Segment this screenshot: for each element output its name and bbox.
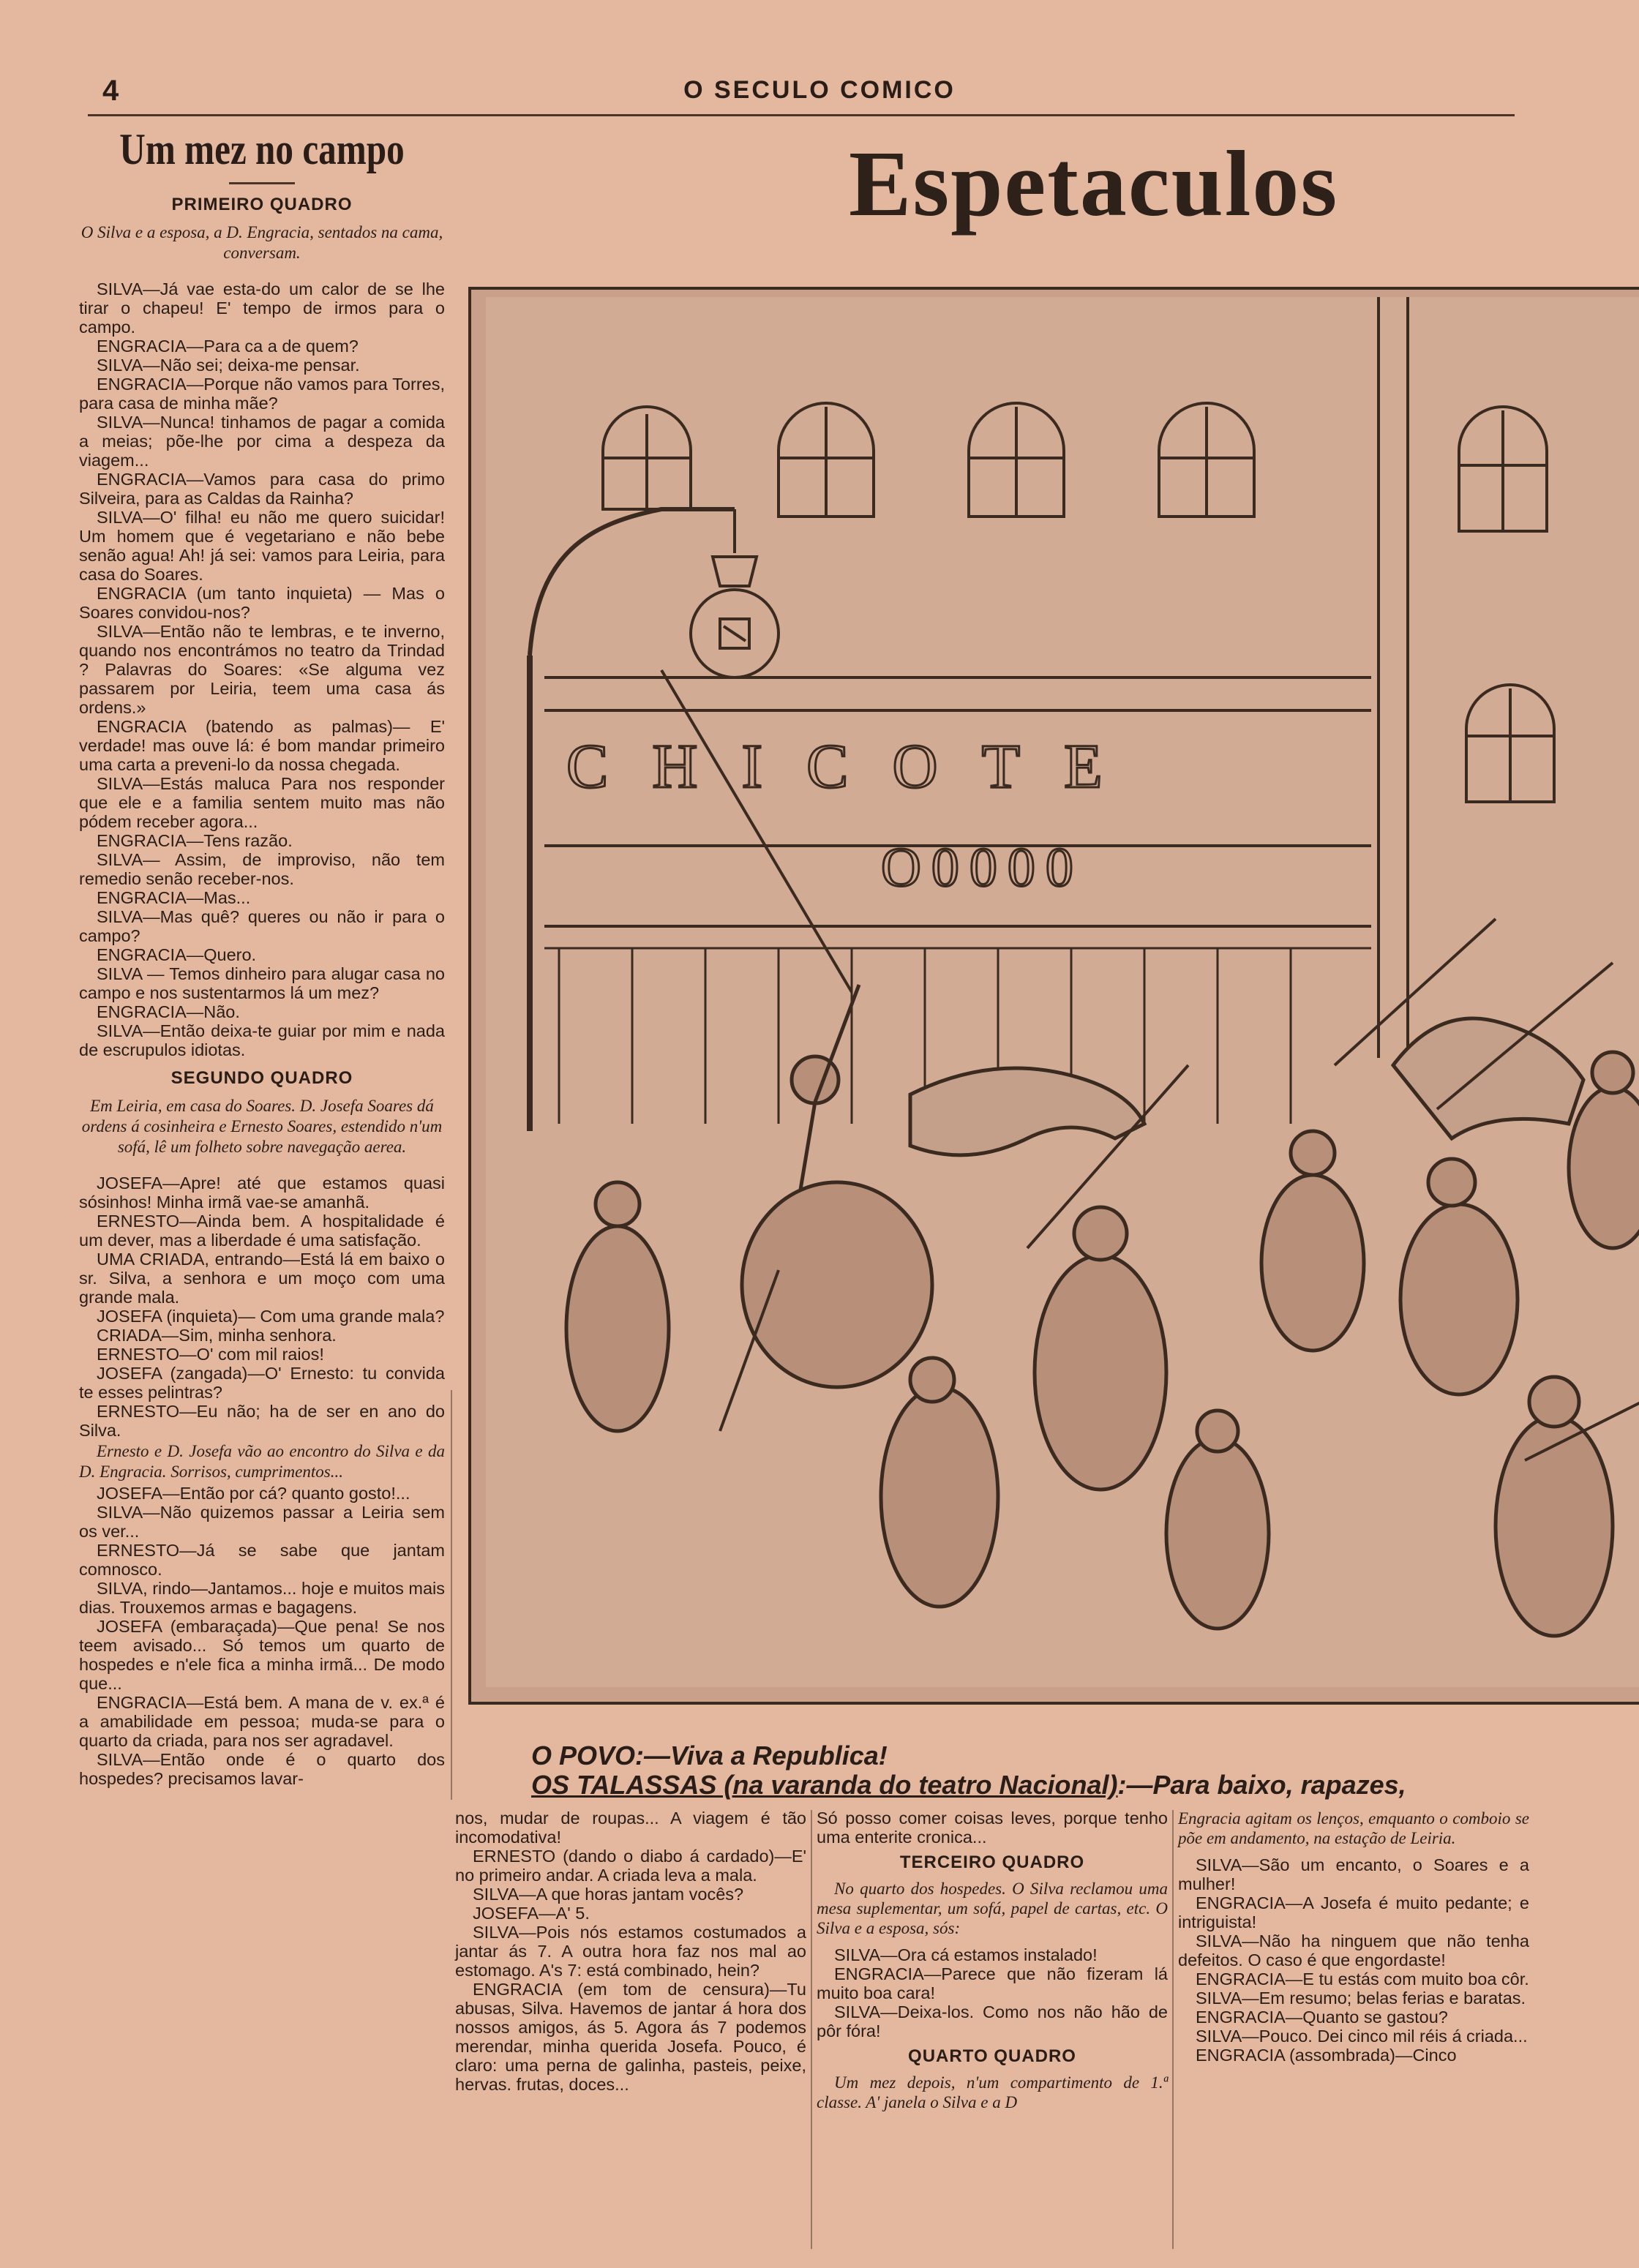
- dialogue-line: SILVA—Em resumo; belas ferias e baratas.: [1196, 1989, 1526, 2008]
- dialogue-line: ENGRACIA—Mas...: [97, 888, 251, 907]
- illustration-caption: [531, 1741, 1639, 1800]
- dialogue-line: SILVA—O' filha! eu não me quero suicidar! Um homem que é vegetariano e não bebe senão agua! Ah! já sei: vamos para Leiria, para casa do Soares.: [79, 508, 445, 584]
- dialogue-line: SILVA—Deixa-los. Como nos não hão de pôr fóra!: [817, 2002, 1168, 2040]
- caption-line-1: O POVO:—Viva a Republica!: [531, 1741, 888, 1771]
- illustration-drawing: [471, 290, 1639, 1702]
- dialogue-line: ENGRACIA—Parece que não fizeram lá muito boa cara!: [817, 1964, 1168, 2002]
- dialogue-line: ERNESTO—Já se sabe que jantam comnosco.: [79, 1541, 445, 1579]
- dialogue-line: SILVA—Não quizemos passar a Leiria sem os ver...: [79, 1503, 445, 1541]
- dialogue-line: ENGRACIA (um tanto inquieta) — Mas o Soares convidou-nos?: [79, 584, 445, 622]
- scene-heading-2: SEGUNDO QUADRO: [170, 1068, 353, 1088]
- dialogue-line: JOSEFA—Então por cá? quanto gosto!...: [97, 1484, 410, 1503]
- bottom-column-2: [455, 1809, 806, 2094]
- dialogue-block-3: [79, 1484, 445, 1788]
- dialogue-line: ENGRACIA (assombrada)—Cinco: [1196, 2046, 1457, 2065]
- dialogue-line: CRIADA—Sim, minha senhora.: [97, 1326, 337, 1345]
- street-riot-illustration: [468, 287, 1639, 1705]
- page-number: 4: [102, 75, 119, 107]
- dialogue-line: JOSEFA—Apre! até que estamos quasi sósinhos! Minha irmã vae-se amanhã.: [79, 1174, 445, 1212]
- dialogue-line: SILVA—Já vae esta-do um calor de se lhe tirar o chapeu! E' tempo de irmos para o campo.: [79, 279, 445, 337]
- dialogue-block-2: [79, 1174, 445, 1440]
- stage-direction-6: Engracia agitam os lenços, emquanto o comboio se põe em andamento, na estação de Leiria.: [1178, 1809, 1529, 1847]
- dialogue-line: JOSEFA (embaraçada)—Que pena! Se nos teem avisado... Só temos um quarto de hospedes e n'ele fica a minha irmã... De modo que...: [79, 1617, 445, 1693]
- dialogue-line: ENGRACIA—Para ca a de quem?: [97, 337, 359, 356]
- dialogue-line: ERNESTO—Ainda bem. A hospitalidade é um dever, mas a liberdade é uma satisfação.: [79, 1212, 445, 1250]
- dialogue-line: SILVA—Pouco. Dei cinco mil réis á criada...: [1196, 2027, 1528, 2046]
- title-rule: [229, 182, 295, 184]
- bottom-column-4: [1178, 1809, 1529, 2065]
- stage-direction-3: Ernesto e D. Josefa vão ao encontro do Silva e da D. Engracia. Sorrisos, cumprimentos...: [79, 1442, 445, 1481]
- dialogue-line: SILVA— Assim, de improviso, não tem remedio senão receber-nos.: [79, 850, 445, 888]
- dialogue-line: nos, mudar de roupas... A viagem é tão incomodativa!: [455, 1809, 806, 1847]
- scene-heading-3: TERCEIRO QUADRO: [899, 1852, 1085, 1872]
- left-column: [79, 124, 445, 2261]
- dialogue-line: ENGRACIA (batendo as palmas)— E' verdade! mas ouve lá: é bom mandar primeiro uma carta a preveni-lo da nossa chegada.: [79, 717, 445, 774]
- scene-heading-4: QUARTO QUADRO: [908, 2046, 1076, 2066]
- signboard-numbers: O0000: [881, 837, 1084, 898]
- dialogue-line: UMA CRIADA, entrando—Está lá em baixo o sr. Silva, a senhora e um moço com uma grande mala.: [79, 1250, 445, 1307]
- dialogue-line: ERNESTO—O' com mil raios!: [97, 1345, 324, 1364]
- dialogue-line: SILVA—Estás maluca Para nos responder que ele e a familia sentem muito mas não pódem receber agora...: [79, 774, 445, 831]
- dialogue-line: ENGRACIA—Porque não vamos para Torres, para casa de minha mãe?: [79, 375, 445, 413]
- stage-direction-1: O Silva e a esposa, a D. Engracia, sentados na cama, conversam.: [80, 223, 443, 262]
- dialogue-line: ERNESTO (dando o diabo á cardado)—E' no primeiro andar. A criada leva a mala.: [455, 1847, 806, 1885]
- stage-direction-4: No quarto dos hospedes. O Silva reclamou uma mesa suplementar, um sofá, papel de cartas, etc. O Silva e a esposa, sós:: [817, 1880, 1168, 1937]
- dialogue-line: SILVA—Ora cá estamos instalado!: [834, 1945, 1098, 1964]
- column-divider: [811, 1810, 812, 2249]
- dialogue-line: SILVA—Pois nós estamos costumados a jantar ás 7. A outra hora faz nos mal ao estomago. A's 7: está combinado, hein?: [455, 1923, 806, 1980]
- dialogue-line: SILVA—Então deixa-te guiar por mim e nada de escrupulos idiotas.: [79, 1021, 445, 1059]
- caption-speaker: OS TALASSAS (na varanda do teatro Nacional): [531, 1770, 1118, 1800]
- header-rule: [88, 114, 1515, 116]
- column-divider: [451, 1390, 452, 1800]
- masthead: O SECULO COMICO: [683, 76, 956, 104]
- dialogue-line: JOSEFA (zangada)—O' Ernesto: tu convida te esses pelintras?: [79, 1364, 445, 1402]
- dialogue-line: SILVA—Não ha ninguem que não tenha defeitos. O caso é que engordaste!: [1178, 1931, 1529, 1970]
- dialogue-line: SILVA—Não sei; deixa-me pensar.: [97, 356, 360, 375]
- dialogue-line: SILVA—A que horas jantam vocês?: [473, 1885, 744, 1904]
- play-title: Um mez no campo: [119, 125, 405, 173]
- dialogue-line: SILVA—Então onde é o quarto dos hospedes? precisamos lavar-: [79, 1750, 445, 1788]
- signboard-text: CHICOTE: [566, 731, 1147, 801]
- dialogue-line: ENGRACIA (em tom de censura)—Tu abusas, Silva. Havemos de jantar á hora dos nossos amigos, ás 5. Agora ás 7 podemos merendar, minha querida Josefa. Pouco, é claro: uma perna de galinha, pasteis, peixe, hervas. frutas, doces...: [455, 1980, 806, 2094]
- dialogue-line: SILVA—Nunca! tinhamos de pagar a comida a meias; põe-lhe por cima a despeza da viagem...: [79, 413, 445, 470]
- dialogue-line: SILVA, rindo—Jantamos... hoje e muitos mais dias. Trouxemos armas e bagagens.: [79, 1579, 445, 1617]
- dialogue-line: JOSEFA (inquieta)— Com uma grande mala?: [97, 1307, 445, 1326]
- caption-speech: :—Para baixo, rapazes,: [1117, 1770, 1406, 1800]
- bottom-column-3: [817, 1809, 1168, 2119]
- dialogue-line: Só posso comer coisas leves, porque tenho uma enterite cronica...: [817, 1809, 1168, 1847]
- dialogue-line: ENGRACIA—Tens razão.: [97, 831, 293, 850]
- dialogue-block-1: [79, 279, 445, 1059]
- dialogue-line: ENGRACIA—Vamos para casa do primo Silveira, para as Caldas da Rainha?: [79, 470, 445, 508]
- dialogue-line: ENGRACIA—Está bem. A mana de v. ex.ª é a amabilidade em pessoa; muda-se para o quarto da criada, para nos ser agradavel.: [79, 1693, 445, 1750]
- dialogue-line: ENGRACIA—A Josefa é muito pedante; e intriguista!: [1178, 1893, 1529, 1931]
- stage-direction-5: Um mez depois, n'um compartimento de 1.ª classe. A' janela o Silva e a D: [817, 2073, 1168, 2111]
- dialogue-line: ENGRACIA—Quero.: [97, 945, 257, 964]
- dialogue-line: SILVA—Mas quê? queres ou não ir para o campo?: [79, 907, 445, 945]
- dialogue-line: SILVA — Temos dinheiro para alugar casa no campo e nos sustentarmos lá um mez?: [79, 964, 445, 1002]
- scene-heading-1: PRIMEIRO QUADRO: [171, 195, 353, 214]
- stage-direction-2: Em Leiria, em casa do Soares. D. Josefa Soares dá ordens á cosinheira e Ernesto Soares, estendido n'um sofá, lê um folheto sobre navegação aerea.: [81, 1097, 443, 1156]
- dialogue-line: SILVA—São um encanto, o Soares e a mulher!: [1178, 1855, 1529, 1893]
- dialogue-line: ENGRACIA—Quanto se gastou?: [1196, 2008, 1448, 2027]
- dialogue-line: JOSEFA—A' 5.: [473, 1904, 590, 1923]
- dialogue-line: ERNESTO—Eu não; ha de ser en ano do Silva.: [79, 1402, 445, 1440]
- dialogue-line: ENGRACIA—E tu estás com muito boa côr.: [1196, 1970, 1529, 1989]
- dialogue-line: ENGRACIA—Não.: [97, 1002, 240, 1021]
- caption-line-2: [531, 1771, 1639, 1800]
- section-title: Espetaculos: [849, 132, 1339, 236]
- dialogue-line: SILVA—Então não te lembras, e te inverno, quando nos encontrámos no teatro da Trindad ? Palavras do Soares: «Se alguma vez passarem por Leiria, teem uma casa ás ordens.»: [79, 622, 445, 717]
- column-divider: [1172, 1810, 1174, 2249]
